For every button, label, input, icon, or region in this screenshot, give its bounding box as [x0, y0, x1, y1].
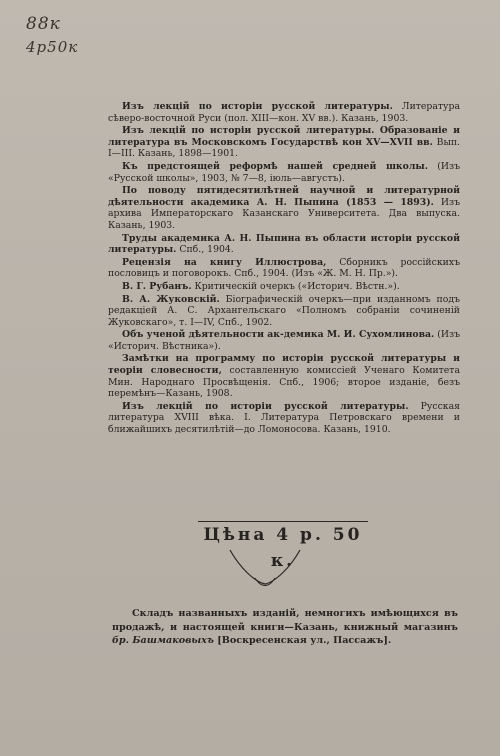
list-item: Изъ лекцій по исторіи русской литературы. Образованіе и литература въ Московскомъ Государствѣ кон XV—XVII вв. Вып. I—III. Казань, 1898—1901.	[108, 125, 460, 160]
list-item: В. А. Жуковскій. Біографическій очеркъ—при изданномъ подъ редакціей А. С. Архангельскаго «Полномъ собраніи сочиненій Жуковскаго», т. I—IV, Спб., 1902.	[108, 293, 460, 328]
handwritten-catalog-number: 88к	[26, 14, 61, 34]
list-item: Рецензія на книгу Иллюстрова, Сборникъ россійскихъ пословицъ и поговорокъ. Спб., 1904. (Изъ «Ж. М. Н. Пр.»).	[108, 256, 460, 280]
list-item: Замѣтки на программу по исторіи русской литературы и теоріи словесности, составленную комиссіей Ученаго Комитета Мин. Народнаго Просвѣщенія. Спб., 1906; второе изданіе, безъ перемѣнъ—Казань, 1908.	[108, 353, 460, 400]
list-item: По поводу пятидесятилѣтней научной и литературной дѣятельности академика А. Н. Пыпина (1853 — 1893). Изъ архива Императорскаго Казанскаго Университета. Два выпуска. Казань, 1903.	[108, 185, 460, 231]
list-item: Къ предстоящей реформѣ нашей средней школы. (Изъ «Русской школы», 1903, № 7—8, іюль—августъ).	[108, 160, 460, 184]
handwritten-price-note: 4р50к	[26, 38, 79, 56]
list-item: Труды академика А. Н. Пыпина въ области исторіи русской литературы. Спб., 1904.	[108, 232, 460, 256]
price-label: Цѣна 4 р. 50 к.	[198, 521, 368, 546]
shop-name: бр. Башмаковыхъ	[112, 635, 214, 646]
ornament-flourish-icon	[225, 548, 305, 588]
warehouse-notice: Складъ названныхъ изданій, немногихъ имѣющихся въ продажѣ, и настоящей книги—Казань, книжный магазинъ бр. Башмаковыхъ [Воскресенская ул., Пассажъ].	[112, 608, 458, 646]
list-item: Объ ученой дѣятельности ак-демика М. И. Сухомлинова. (Изъ «Историч. Вѣстника»).	[108, 329, 460, 352]
list-item: Изъ лекцій по исторіи русской литературы. Литература сѣверо-восточной Руси (пол. XIII—кон. XV вв.). Казань, 1903.	[108, 101, 461, 124]
publications-list	[108, 101, 460, 437]
list-item: В. Г. Рубанъ. Критическій очеркъ («Историч. Вѣстн.»).	[122, 280, 400, 292]
list-item: Изъ лекцій по исторіи русской литературы. Русская литература XVIII вѣка. I. Литература Петровскаго времени и ближайшихъ десятилѣтій—до Ломоносова. Казань, 1910.	[108, 400, 460, 436]
